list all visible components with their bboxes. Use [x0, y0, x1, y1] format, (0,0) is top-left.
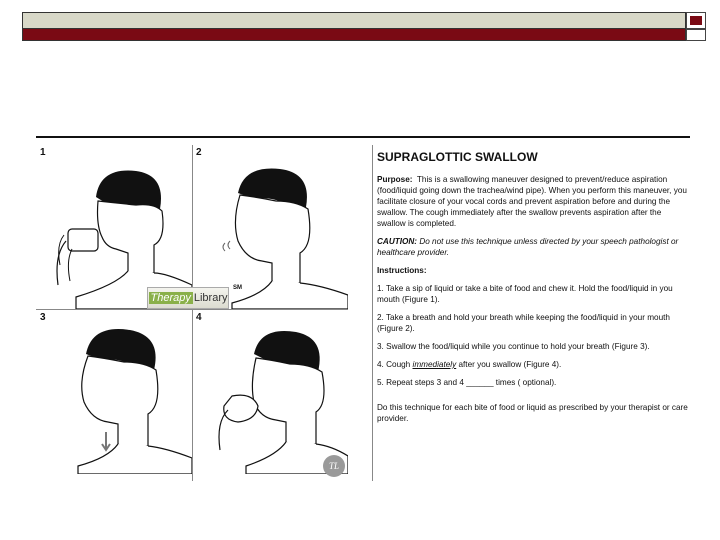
panel-number: 2 — [196, 147, 202, 158]
caution-text: Do not use this technique unless directed by your speech pathologist or healthcare provider. — [377, 237, 679, 257]
service-mark: SM — [233, 285, 242, 291]
therapy-library-logo: Therapy Library — [147, 287, 229, 309]
divider-rule — [36, 136, 690, 138]
figure-panel-1 — [36, 145, 242, 309]
instructions-heading: Instructions: — [377, 266, 427, 275]
panel-number: 4 — [196, 312, 202, 323]
panel-number: 1 — [40, 147, 46, 158]
step-2: 2. Take a breath and hold your breath while keeping the food/liquid in your mouth (Figure 2). — [377, 313, 670, 333]
person-coughing-illustration — [192, 310, 348, 474]
step-3: 3. Swallow the food/liquid while you continue to hold your breath (Figure 3). — [377, 342, 650, 351]
figure-panel-4 — [192, 310, 348, 474]
step-4: 4. Cough immediately after you swallow (Figure 4). — [377, 360, 562, 369]
header-bar — [22, 12, 686, 29]
purpose-text: This is a swallowing maneuver designed to prevent/reduce aspiration (food/liquid going down the trachea/wind pipe). When you perform this maneuver, you facilitate closure of your vocal cords and prevent aspiration before and during the swallow. The cough immediately after the swallow prevents aspiration after the swallow is completed. — [377, 175, 687, 228]
figure-panel-3 — [36, 310, 192, 474]
caution-paragraph — [377, 236, 690, 258]
step-1: 1. Take a sip of liquid or take a bite of food and chew it. Hold the food/liquid in you mouth (Figure 1). — [377, 284, 673, 304]
instructions-column — [372, 145, 690, 481]
purpose-paragraph — [377, 174, 690, 229]
emphasis-immediately: immediately — [412, 360, 457, 369]
person-drinking-illustration — [36, 145, 192, 309]
purpose-label: Purpose: — [377, 175, 413, 184]
caution-label: CAUTION: — [377, 237, 418, 246]
footer-note: Do this technique for each bite of food or liquid as prescribed by your therapist or care provider. — [377, 403, 688, 423]
figure-panel-2 — [192, 145, 348, 309]
person-holding-breath-illustration — [192, 145, 348, 309]
tl-badge-icon: TL — [323, 455, 345, 477]
panel-number: 3 — [40, 312, 46, 323]
step-5: 5. Repeat steps 3 and 4 ______ times ( optional). — [377, 378, 557, 387]
header-square-icon — [686, 12, 706, 29]
document-title: SUPRAGLOTTIC SWALLOW — [377, 150, 538, 164]
header-accent-bar — [22, 29, 686, 41]
figure-grid — [36, 145, 348, 481]
person-swallowing-illustration — [36, 310, 192, 474]
header-square-small-icon — [686, 29, 706, 41]
